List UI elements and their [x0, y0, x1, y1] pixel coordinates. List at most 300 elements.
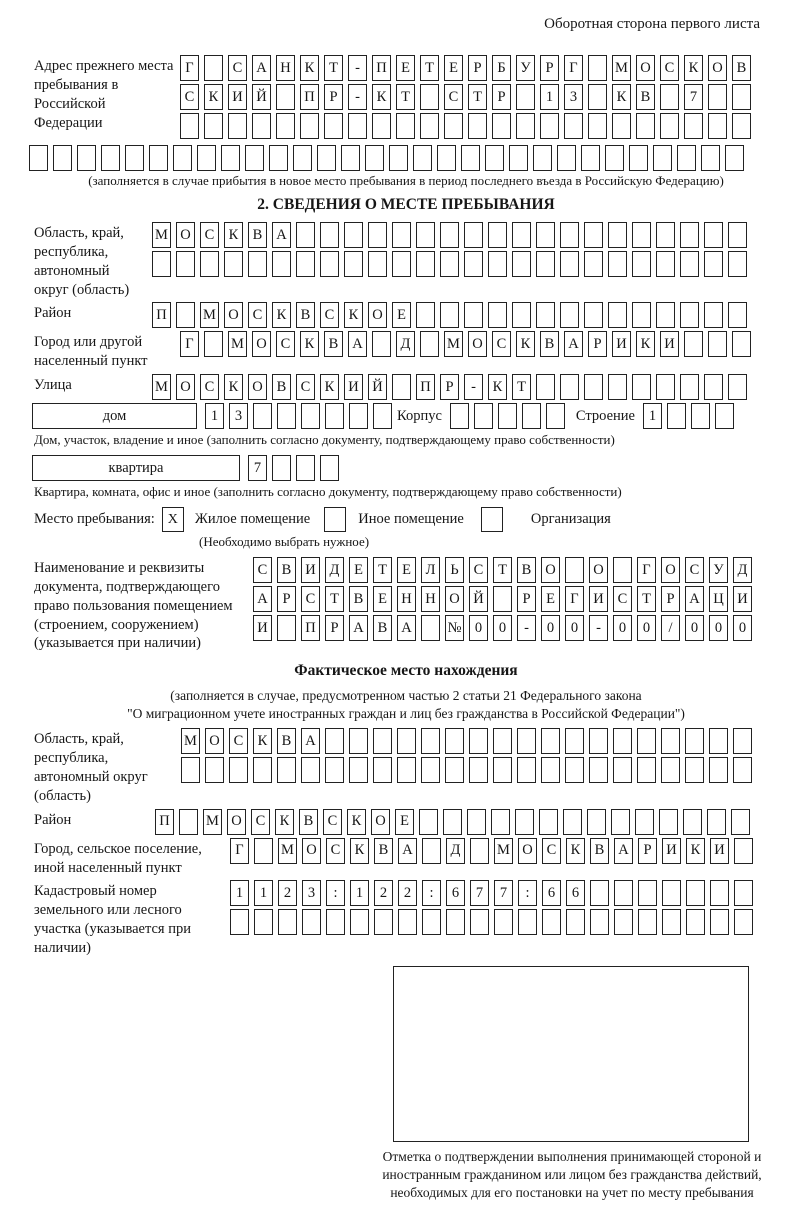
char-cell	[301, 757, 320, 783]
char-cell: К	[347, 809, 366, 835]
char-cell	[613, 728, 632, 754]
char-cell: О	[176, 374, 195, 400]
char-cell	[662, 880, 681, 906]
char-cell: С	[229, 728, 248, 754]
char-cell	[498, 403, 517, 429]
cadastral-grid	[230, 880, 758, 938]
previous-address-row-4	[29, 145, 778, 171]
char-cell	[293, 145, 312, 171]
char-cell: С	[301, 586, 320, 612]
char-cell: П	[152, 302, 171, 328]
char-cell: К	[224, 374, 243, 400]
char-cell	[348, 113, 367, 139]
char-cell: Е	[397, 557, 416, 583]
char-cell	[541, 757, 560, 783]
char-cell	[416, 302, 435, 328]
char-cell: 3	[229, 403, 248, 429]
char-cell: В	[374, 838, 393, 864]
char-cell	[296, 251, 315, 277]
char-cell	[320, 222, 339, 248]
char-cell	[204, 55, 223, 81]
char-cell: Д	[396, 331, 415, 357]
street-row	[152, 374, 752, 400]
char-cell: 0	[637, 615, 656, 641]
char-cell	[301, 403, 320, 429]
char-cell	[464, 251, 483, 277]
char-cell	[536, 222, 555, 248]
char-cell	[589, 728, 608, 754]
char-cell	[204, 113, 223, 139]
char-cell: К	[516, 331, 535, 357]
char-cell	[101, 145, 120, 171]
section2-title: 2. СВЕДЕНИЯ О МЕСТЕ ПРЕБЫВАНИЯ	[257, 196, 555, 213]
char-cell	[565, 728, 584, 754]
char-cell	[320, 251, 339, 277]
char-cell: В	[349, 586, 368, 612]
char-cell: К	[636, 331, 655, 357]
char-cell	[77, 145, 96, 171]
char-cell: О	[518, 838, 537, 864]
char-cell: К	[275, 809, 294, 835]
char-cell	[518, 909, 537, 935]
char-cell: О	[248, 374, 267, 400]
char-cell: -	[348, 55, 367, 81]
char-cell	[662, 909, 681, 935]
char-cell: И	[301, 557, 320, 583]
char-cell	[176, 251, 195, 277]
char-cell: 2	[374, 880, 393, 906]
char-cell	[684, 331, 703, 357]
char-cell	[704, 222, 723, 248]
char-cell: Г	[564, 55, 583, 81]
fact-region-grid	[181, 728, 757, 786]
char-cell: И	[660, 331, 679, 357]
char-cell	[420, 113, 439, 139]
char-cell: -	[517, 615, 536, 641]
char-cell: Т	[373, 557, 392, 583]
char-cell	[392, 374, 411, 400]
char-cell: 6	[566, 880, 585, 906]
char-cell	[416, 251, 435, 277]
char-cell	[300, 113, 319, 139]
char-cell	[365, 145, 384, 171]
char-cell: С	[248, 302, 267, 328]
fact-region-row-1	[181, 728, 757, 754]
char-cell	[522, 403, 541, 429]
char-cell: Р	[492, 84, 511, 110]
char-cell: П	[372, 55, 391, 81]
char-cell	[565, 757, 584, 783]
char-cell	[445, 757, 464, 783]
char-cell: К	[300, 55, 319, 81]
char-cell	[176, 302, 195, 328]
char-cell	[341, 145, 360, 171]
city-block	[34, 331, 778, 371]
char-cell	[539, 809, 558, 835]
apartment-note: Квартира, комната, офис и иное (заполнить согласно документу, подтверждающему право собственности)	[34, 484, 622, 500]
char-cell	[464, 302, 483, 328]
document-row-1	[253, 557, 757, 583]
char-cell	[517, 757, 536, 783]
district-block	[34, 302, 778, 328]
char-cell	[732, 113, 751, 139]
char-cell: №	[445, 615, 464, 641]
cadastral-block	[34, 880, 778, 957]
char-cell: К	[253, 728, 272, 754]
char-cell: Д	[446, 838, 465, 864]
char-cell	[536, 374, 555, 400]
char-cell	[546, 403, 565, 429]
char-cell: Е	[541, 586, 560, 612]
char-cell	[614, 909, 633, 935]
previous-address-grid	[180, 55, 756, 142]
char-cell	[708, 84, 727, 110]
char-cell	[493, 586, 512, 612]
char-cell: Ь	[445, 557, 464, 583]
char-cell: А	[252, 55, 271, 81]
char-cell	[667, 403, 686, 429]
char-cell: А	[398, 838, 417, 864]
char-cell	[470, 838, 489, 864]
char-cell: Т	[420, 55, 439, 81]
char-cell	[588, 55, 607, 81]
char-cell	[728, 374, 747, 400]
fact-district-row	[155, 809, 755, 835]
char-cell: Г	[565, 586, 584, 612]
char-cell	[512, 251, 531, 277]
district-row	[152, 302, 752, 328]
char-cell: В	[732, 55, 751, 81]
street-label: Улица	[34, 377, 72, 394]
char-cell	[474, 403, 493, 429]
char-cell	[325, 403, 344, 429]
char-cell: Д	[325, 557, 344, 583]
char-cell: Р	[277, 586, 296, 612]
char-cell	[684, 113, 703, 139]
char-cell	[276, 113, 295, 139]
char-cell: 1	[230, 880, 249, 906]
char-cell	[733, 728, 752, 754]
city-label: Город или другой населенный пункт	[34, 334, 148, 370]
char-cell: Р	[325, 615, 344, 641]
char-cell	[373, 757, 392, 783]
char-cell	[637, 757, 656, 783]
char-cell: :	[518, 880, 537, 906]
char-cell: Б	[492, 55, 511, 81]
char-cell: И	[589, 586, 608, 612]
char-cell	[659, 809, 678, 835]
char-cell	[656, 374, 675, 400]
char-cell: О	[541, 557, 560, 583]
char-cell	[565, 557, 584, 583]
char-cell: М	[200, 302, 219, 328]
char-cell: Й	[368, 374, 387, 400]
char-cell: В	[248, 222, 267, 248]
char-cell: К	[344, 302, 363, 328]
char-cell	[557, 145, 576, 171]
char-cell	[197, 145, 216, 171]
char-cell	[349, 728, 368, 754]
char-cell	[421, 757, 440, 783]
char-cell: В	[277, 557, 296, 583]
char-cell	[637, 728, 656, 754]
fact-region-block	[34, 728, 778, 805]
char-cell	[440, 302, 459, 328]
house-note: Дом, участок, владение и иное (заполнить согласно документу, подтверждающему право собственности)	[34, 432, 615, 448]
char-cell: 6	[542, 880, 561, 906]
organization-label: Организация	[530, 511, 611, 528]
char-cell	[200, 251, 219, 277]
char-cell: А	[253, 586, 272, 612]
char-cell	[349, 757, 368, 783]
char-cell	[584, 251, 603, 277]
char-cell: В	[590, 838, 609, 864]
char-cell	[416, 222, 435, 248]
char-cell	[296, 455, 315, 481]
char-cell	[492, 113, 511, 139]
char-cell	[488, 251, 507, 277]
char-cell	[422, 909, 441, 935]
char-cell	[632, 251, 651, 277]
char-cell	[725, 145, 744, 171]
char-cell	[467, 809, 486, 835]
char-cell: Н	[421, 586, 440, 612]
char-cell: К	[224, 222, 243, 248]
place-type-row	[34, 507, 778, 532]
char-cell: К	[684, 55, 703, 81]
char-cell	[392, 251, 411, 277]
char-cell: И	[253, 615, 272, 641]
char-cell: С	[320, 302, 339, 328]
char-cell	[230, 909, 249, 935]
char-cell	[653, 145, 672, 171]
char-cell: М	[612, 55, 631, 81]
char-cell: О	[252, 331, 271, 357]
char-cell	[277, 757, 296, 783]
char-cell	[224, 251, 243, 277]
char-cell: 0	[685, 615, 704, 641]
char-cell	[512, 222, 531, 248]
char-cell: С	[685, 557, 704, 583]
residential-label: Жилое помещение	[194, 511, 311, 528]
region-row-1	[152, 222, 752, 248]
document-row-2	[253, 586, 757, 612]
fact-note-2: "О миграционном учете иностранных граждан и лиц без гражданства в Российской Федерации")	[127, 706, 685, 722]
char-cell: О	[445, 586, 464, 612]
char-cell	[326, 909, 345, 935]
char-cell	[680, 374, 699, 400]
char-cell	[392, 222, 411, 248]
city-row	[180, 331, 756, 357]
char-cell	[493, 757, 512, 783]
char-cell: :	[326, 880, 345, 906]
char-cell	[444, 113, 463, 139]
char-cell: У	[709, 557, 728, 583]
apartment-cells	[248, 455, 344, 481]
char-cell	[440, 251, 459, 277]
char-cell	[253, 403, 272, 429]
char-cell: С	[469, 557, 488, 583]
char-cell: Р	[324, 84, 343, 110]
char-cell	[563, 809, 582, 835]
char-cell	[29, 145, 48, 171]
char-cell: -	[464, 374, 483, 400]
char-cell: 7	[248, 455, 267, 481]
char-cell: 0	[469, 615, 488, 641]
char-cell	[422, 838, 441, 864]
char-cell: И	[662, 838, 681, 864]
fact-title: Фактическое место нахождения	[294, 662, 518, 680]
char-cell: П	[416, 374, 435, 400]
char-cell: К	[300, 331, 319, 357]
char-cell	[494, 909, 513, 935]
char-cell	[656, 251, 675, 277]
char-cell: С	[180, 84, 199, 110]
char-cell	[661, 728, 680, 754]
char-cell	[608, 251, 627, 277]
char-cell: М	[228, 331, 247, 357]
char-cell	[488, 302, 507, 328]
char-cell	[536, 302, 555, 328]
char-cell	[704, 251, 723, 277]
char-cell: Й	[252, 84, 271, 110]
fact-region-label: Область, край, республика, автономный округ (область)	[34, 731, 148, 804]
char-cell: 2	[278, 880, 297, 906]
char-cell	[421, 615, 440, 641]
char-cell	[350, 909, 369, 935]
char-cell	[515, 809, 534, 835]
char-cell	[608, 302, 627, 328]
char-cell	[272, 251, 291, 277]
char-cell: К	[320, 374, 339, 400]
char-cell	[704, 374, 723, 400]
char-cell	[732, 331, 751, 357]
apartment-row	[34, 455, 778, 481]
char-cell: О	[636, 55, 655, 81]
char-cell: П	[301, 615, 320, 641]
char-cell	[588, 84, 607, 110]
char-cell: М	[278, 838, 297, 864]
char-cell	[564, 113, 583, 139]
char-cell	[173, 145, 192, 171]
char-cell: В	[296, 302, 315, 328]
char-cell	[560, 302, 579, 328]
confirmation-stamp-caption: Отметка о подтверждении выполнения принимающей стороной и иностранным гражданином или лицом без гражданства действий, необходимых для его постановки на учет по месту пребывания	[382, 1148, 762, 1201]
char-cell	[349, 403, 368, 429]
char-cell: Г	[180, 55, 199, 81]
char-cell	[584, 302, 603, 328]
region-row-2	[152, 251, 752, 277]
char-cell: /	[661, 615, 680, 641]
char-cell: К	[350, 838, 369, 864]
fact-city-label: Город, сельское поселение, иной населенный пункт	[34, 840, 202, 876]
confirmation-stamp-box	[393, 966, 749, 1142]
char-cell: Р	[661, 586, 680, 612]
char-cell: К	[686, 838, 705, 864]
fact-district-label: Район	[34, 811, 72, 828]
char-cell: И	[344, 374, 363, 400]
char-cell: С	[444, 84, 463, 110]
char-cell	[396, 113, 415, 139]
previous-address-label: Адрес прежнего места пребывания в Российской Федерации	[34, 58, 174, 131]
char-cell: В	[517, 557, 536, 583]
place-type-note: (Необходимо выбрать нужное)	[199, 534, 370, 550]
char-cell	[632, 222, 651, 248]
char-cell: О	[368, 302, 387, 328]
char-cell	[488, 222, 507, 248]
char-cell	[613, 757, 632, 783]
char-cell	[612, 113, 631, 139]
region-block	[34, 222, 778, 299]
char-cell	[581, 145, 600, 171]
char-cell	[715, 403, 734, 429]
char-cell	[320, 455, 339, 481]
char-cell: С	[200, 374, 219, 400]
char-cell: А	[397, 615, 416, 641]
char-cell: -	[589, 615, 608, 641]
char-cell: 0	[709, 615, 728, 641]
char-cell	[493, 728, 512, 754]
char-cell	[372, 113, 391, 139]
char-cell: С	[253, 557, 272, 583]
char-cell	[638, 909, 657, 935]
document-grid	[253, 557, 757, 644]
char-cell	[229, 757, 248, 783]
char-cell	[728, 302, 747, 328]
document-row-3	[253, 615, 757, 641]
char-cell: Н	[276, 55, 295, 81]
char-cell	[152, 251, 171, 277]
char-cell	[683, 809, 702, 835]
char-cell: М	[152, 374, 171, 400]
char-cell	[470, 909, 489, 935]
korpus-label: Корпус	[397, 407, 442, 424]
char-cell: -	[348, 84, 367, 110]
char-cell	[732, 84, 751, 110]
fact-district-block	[34, 809, 778, 835]
cadastral-label: Кадастровый номер земельного или лесного участка (указывается при наличии)	[34, 883, 191, 956]
char-cell: С	[251, 809, 270, 835]
char-cell	[660, 113, 679, 139]
char-cell: О	[708, 55, 727, 81]
char-cell: Р	[588, 331, 607, 357]
char-cell	[125, 145, 144, 171]
char-cell: 7	[470, 880, 489, 906]
char-cell	[464, 222, 483, 248]
char-cell	[608, 374, 627, 400]
char-cell	[450, 403, 469, 429]
char-cell: М	[152, 222, 171, 248]
char-cell	[272, 455, 291, 481]
char-cell	[708, 113, 727, 139]
apartment-box: квартира	[32, 455, 240, 481]
previous-address-block	[34, 55, 778, 142]
char-cell: Т	[493, 557, 512, 583]
char-cell: 1	[540, 84, 559, 110]
checkbox-residential: X	[162, 507, 184, 532]
char-cell	[540, 113, 559, 139]
char-cell: Т	[325, 586, 344, 612]
char-cell: С	[228, 55, 247, 81]
char-cell: О	[468, 331, 487, 357]
char-cell: С	[660, 55, 679, 81]
stroenie-cells	[643, 403, 739, 429]
char-cell	[419, 809, 438, 835]
char-cell: А	[349, 615, 368, 641]
char-cell	[344, 222, 363, 248]
char-cell	[317, 145, 336, 171]
char-cell	[440, 222, 459, 248]
